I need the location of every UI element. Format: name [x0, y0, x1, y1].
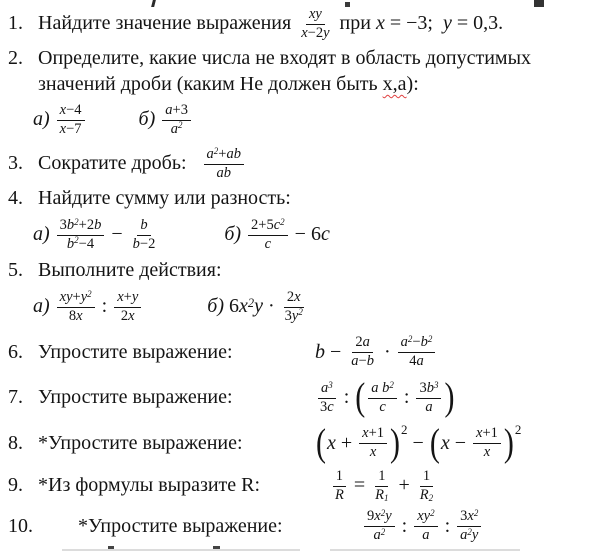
- fraction-denominator: [406, 353, 427, 371]
- text-run: $a^2$: [373, 526, 386, 543]
- problem-label: *Упростите выражение:: [78, 514, 283, 537]
- text-run: +1: [368, 425, 385, 442]
- text-run: $a^2$: [460, 526, 472, 543]
- paren-close-icon: ): [390, 421, 401, 465]
- fraction-denominator: [457, 527, 481, 545]
- text-run: a: [425, 398, 433, 415]
- problem-number: 7.: [8, 386, 23, 409]
- problem-row: [0, 284, 601, 330]
- text-run: +: [72, 288, 81, 305]
- problem-row: [0, 186, 601, 212]
- fraction: [398, 334, 436, 370]
- text-run: b: [366, 353, 374, 369]
- paren-open-icon: (: [316, 421, 326, 465]
- problem-label: *Из формулы выразите R:: [38, 474, 261, 497]
- text-run: x: [476, 425, 483, 442]
- text-run: $a^2$: [170, 120, 183, 137]
- fraction-numerator: [420, 468, 433, 487]
- exponent: 2: [430, 508, 435, 519]
- text-run: − 6: [289, 223, 321, 246]
- text-run: x: [375, 12, 385, 35]
- misspelled-text: х,а: [382, 73, 407, 96]
- exponent: 3: [433, 379, 439, 390]
- text-run: a $b^2$: [371, 379, 394, 396]
- fraction: [348, 334, 377, 370]
- exponent: 2: [473, 508, 479, 519]
- fraction-numerator: [248, 217, 288, 236]
- fraction: [57, 102, 85, 138]
- text-run: +: [335, 431, 358, 454]
- text-run: a: [351, 353, 359, 369]
- text-run: 2: [355, 334, 363, 351]
- exponent: 2: [380, 508, 386, 519]
- problem-number: 9.: [8, 474, 23, 497]
- fraction-numerator: [57, 217, 105, 236]
- fraction: [372, 468, 391, 504]
- text-run: ab: [216, 164, 231, 181]
- text-run: y: [385, 508, 392, 525]
- text-run: 4: [409, 353, 417, 369]
- text-run: a: [416, 353, 424, 369]
- fraction-denominator: [66, 308, 86, 326]
- fraction-denominator: [481, 444, 493, 462]
- paren-open-icon: (: [355, 375, 366, 419]
- text-run: б): [207, 295, 230, 318]
- text-run: −: [106, 223, 128, 246]
- text-run: $a^2$: [206, 145, 219, 162]
- fraction-numerator: [162, 102, 191, 121]
- text-run: $b^2$: [420, 334, 433, 351]
- text-run: x: [59, 120, 67, 137]
- exponent: 2: [74, 235, 79, 246]
- text-run: Выполните действия:: [38, 259, 222, 282]
- fraction-numerator: [398, 334, 436, 353]
- fraction-numerator: [473, 425, 501, 444]
- problem-list: [0, 2, 601, 547]
- fraction-denominator: [168, 121, 186, 139]
- text-run: 3: [59, 216, 67, 233]
- text-run: −: [325, 340, 347, 363]
- text-run: 6: [229, 295, 240, 318]
- fraction-denominator: [417, 487, 436, 505]
- fraction-denominator: [262, 236, 274, 254]
- text-run: x: [440, 431, 450, 454]
- fraction-denominator: [422, 399, 435, 417]
- text-run: Найдите сумму или разность:: [38, 187, 291, 210]
- text-run: $a^2$: [400, 334, 413, 351]
- text-run: y: [471, 527, 479, 543]
- text-run: b: [132, 235, 140, 252]
- problem-number: 3.: [8, 152, 23, 175]
- fraction: [332, 468, 347, 504]
- fraction: [298, 6, 332, 42]
- fraction-numerator: [318, 380, 336, 399]
- fraction-denominator: [372, 487, 391, 505]
- fraction: [162, 102, 191, 138]
- fraction: [282, 289, 306, 325]
- text-run: c: [320, 223, 330, 246]
- problem-number: 4.: [8, 187, 23, 210]
- text-run: c: [264, 235, 272, 252]
- exponent: 3: [328, 379, 333, 390]
- text-run: $x^2$: [239, 295, 255, 318]
- text-run: = 0,3.: [451, 12, 504, 35]
- fraction-numerator: [137, 217, 150, 236]
- fraction: [57, 289, 95, 325]
- text-run: x: [483, 444, 491, 460]
- text-run: $y^2$: [80, 288, 92, 305]
- fraction: [57, 217, 105, 253]
- text-run: x: [369, 444, 377, 460]
- problem-row: [0, 2, 601, 46]
- fraction-numerator: [333, 468, 346, 487]
- text-run: $R_2$: [419, 486, 434, 504]
- exponent: 2: [280, 216, 285, 227]
- text-run: −7: [66, 120, 82, 137]
- exponent: 2: [407, 334, 413, 345]
- text-run: $a^3$: [320, 379, 333, 396]
- text-run: b: [94, 216, 102, 233]
- problem-row: [0, 72, 601, 98]
- text-run: 2+5: [251, 216, 274, 233]
- text-run: 1: [335, 467, 344, 484]
- text-run: :: [96, 295, 113, 318]
- fraction-denominator: [317, 399, 337, 417]
- paren-group: [366, 380, 443, 416]
- text-run: ·: [263, 295, 280, 318]
- paren-close-icon: ): [444, 375, 455, 419]
- problem-row: [0, 212, 601, 258]
- text-run: −: [449, 431, 471, 454]
- text-run: ):: [406, 73, 419, 96]
- problem-number: 5.: [8, 259, 23, 282]
- exponent: 2: [380, 526, 386, 537]
- fraction: [130, 217, 159, 253]
- fraction-denominator: [367, 444, 379, 462]
- text-run: +1: [482, 425, 498, 442]
- text-run: x: [301, 24, 308, 41]
- text-run: x: [76, 307, 83, 324]
- text-run: $b^2$: [66, 235, 79, 252]
- text-run: x: [128, 307, 135, 324]
- exponent: 2: [467, 526, 472, 537]
- fraction: [368, 380, 397, 416]
- text-run: 1: [422, 467, 431, 484]
- fraction-denominator: [64, 236, 97, 254]
- exponent: 2: [74, 216, 79, 227]
- text-run: 3: [284, 307, 292, 324]
- fraction-denominator: [348, 353, 377, 371]
- fraction-denominator: [376, 399, 388, 417]
- fraction-denominator: [370, 527, 388, 545]
- text-run: x: [362, 425, 369, 442]
- fraction: [364, 508, 395, 544]
- text-run: ab: [226, 145, 241, 162]
- text-run: +2: [78, 216, 95, 233]
- text-run: 1: [378, 467, 386, 484]
- fraction: [473, 425, 501, 461]
- fraction: [416, 380, 441, 416]
- problem-row: [0, 258, 601, 284]
- text-run: a: [362, 334, 370, 351]
- text-run: при: [334, 12, 376, 35]
- text-run: 2: [120, 307, 129, 324]
- text-run: x: [117, 288, 124, 305]
- problem-number: 10.: [8, 514, 33, 537]
- fraction-denominator: [332, 487, 347, 505]
- fraction-numerator: [359, 425, 387, 444]
- fraction: [457, 508, 481, 544]
- text-run: 8: [68, 307, 77, 324]
- text-run: $b^2$: [66, 216, 79, 233]
- fraction-denominator: [419, 527, 432, 545]
- fraction-numerator: [57, 289, 95, 308]
- text-run: b: [315, 340, 325, 363]
- text-run: 2: [286, 288, 295, 305]
- text-run: b: [140, 216, 148, 233]
- problem-number: 6.: [8, 340, 23, 363]
- problem-row: 8. *Упростите выражение: ( x + $\frac{x+1}{x}$ ) $^2$ − ( x − $\frac{x+1}{x}$ ) $^2$: [8, 421, 522, 465]
- fraction-numerator: [414, 508, 437, 527]
- text-run: Сократите дробь:: [38, 152, 202, 175]
- text-run: ·: [378, 340, 396, 363]
- fraction-numerator: [284, 289, 304, 308]
- text-run: б): [138, 108, 161, 131]
- text-run: 3: [320, 398, 328, 415]
- text-run: c: [327, 398, 334, 415]
- fraction-numerator: [457, 508, 481, 527]
- text-run: xy: [59, 288, 73, 305]
- text-run: y: [131, 288, 139, 305]
- text-run: +: [393, 474, 415, 497]
- problem-label: Упростите выражение:: [38, 340, 233, 363]
- text-run: Найдите значение выражения: [38, 12, 297, 35]
- fraction-numerator: [306, 6, 325, 25]
- text-run: $R_1$: [375, 486, 389, 504]
- text-run: −2: [307, 24, 324, 41]
- text-run: значений дроби (каким Не должен быть: [38, 73, 383, 96]
- fraction-numerator: [57, 102, 85, 121]
- text-run: y: [254, 295, 263, 318]
- text-run: −4: [78, 235, 95, 252]
- fraction: [248, 217, 288, 253]
- cropped-text-fragment: [534, 0, 544, 7]
- exponent: 2: [87, 288, 92, 299]
- exponent: 2: [427, 334, 433, 345]
- text-run: а): [33, 295, 55, 318]
- text-run: +: [218, 145, 227, 162]
- text-run: xy: [308, 5, 322, 22]
- paren-group: [441, 425, 503, 461]
- problem-number: 1.: [8, 12, 23, 35]
- text-run: x: [59, 101, 67, 118]
- text-run: y: [323, 24, 330, 41]
- exponent: 2: [389, 379, 394, 390]
- fraction: [317, 380, 337, 416]
- text-run: 3: [460, 508, 468, 525]
- fraction-denominator: [57, 121, 85, 139]
- fraction-denominator: [282, 308, 306, 326]
- text-run: −: [407, 431, 429, 454]
- text-run: а): [33, 223, 55, 246]
- problem-label: *Упростите выражение:: [38, 431, 243, 454]
- text-run: $xy^2$: [417, 508, 435, 525]
- fraction-numerator: [364, 508, 395, 527]
- text-run: −2: [139, 235, 156, 252]
- fraction-numerator: [114, 289, 141, 308]
- text-run: :: [439, 514, 456, 537]
- text-run: x: [327, 431, 336, 454]
- exponent: 2: [213, 145, 219, 156]
- text-run: $c^2$: [273, 216, 285, 233]
- fraction: [414, 508, 437, 544]
- text-run: a: [422, 527, 430, 543]
- fraction: [359, 425, 387, 461]
- problem-row: [0, 98, 601, 142]
- text-run: =: [348, 474, 371, 497]
- problem-number: 8.: [8, 431, 23, 454]
- subscript: 1: [384, 493, 389, 504]
- text-run: 3: [419, 379, 427, 396]
- text-run: $x^2$: [374, 508, 386, 525]
- exponent: 2: [247, 295, 255, 310]
- text-run: R: [335, 486, 344, 503]
- problem-row: [0, 330, 601, 375]
- fraction-denominator: [298, 25, 332, 43]
- paren-group: [327, 425, 389, 461]
- text-run: :: [396, 514, 413, 537]
- fraction: [417, 468, 436, 504]
- text-run: :: [398, 386, 415, 409]
- problem-number: 2.: [8, 47, 23, 70]
- text-run: a: [165, 101, 173, 118]
- text-run: c: [379, 398, 386, 415]
- exponent: 2: [177, 120, 183, 131]
- problem-row: [0, 375, 601, 421]
- text-run: :: [338, 386, 355, 409]
- text-run: $b^3$: [426, 379, 439, 396]
- subscript: 2: [428, 493, 434, 504]
- text-run: б): [224, 223, 247, 246]
- text-run: +3: [172, 101, 188, 118]
- fraction-denominator: [130, 236, 159, 254]
- text-run: а): [33, 108, 55, 131]
- fraction-denominator: [118, 308, 138, 326]
- text-run: −: [358, 353, 367, 369]
- text-run: $y^2$: [291, 307, 303, 324]
- problem-row: [0, 466, 601, 506]
- exponent: 2: [298, 307, 303, 318]
- cropped-text-fragment: [345, 2, 350, 7]
- problem-row: [0, 142, 601, 186]
- fraction-numerator: [204, 146, 244, 165]
- paren-close-icon: ): [503, 421, 514, 465]
- problem-label: Упростите выражение:: [38, 386, 233, 409]
- text-run: = −3;: [384, 12, 443, 35]
- text-run: 9: [367, 508, 375, 525]
- text-run: x: [294, 288, 301, 305]
- fraction-numerator: [352, 334, 373, 353]
- problem-row: [0, 46, 601, 72]
- fraction: [114, 289, 141, 325]
- text-run: +: [123, 288, 132, 305]
- fraction-numerator: [368, 380, 397, 399]
- text-run: Определите, какие числа не входят в область допустимых: [38, 47, 532, 70]
- fraction-numerator: [375, 468, 388, 487]
- text-run: −4: [66, 101, 82, 118]
- text-run: y: [442, 12, 452, 35]
- problem-row: [0, 506, 601, 547]
- fraction-numerator: [416, 380, 441, 399]
- paren-open-icon: (: [429, 421, 440, 465]
- text-run: −: [412, 334, 421, 351]
- fraction-denominator: [213, 165, 234, 183]
- text-run: $x^2$: [467, 508, 479, 525]
- fraction: [204, 146, 244, 182]
